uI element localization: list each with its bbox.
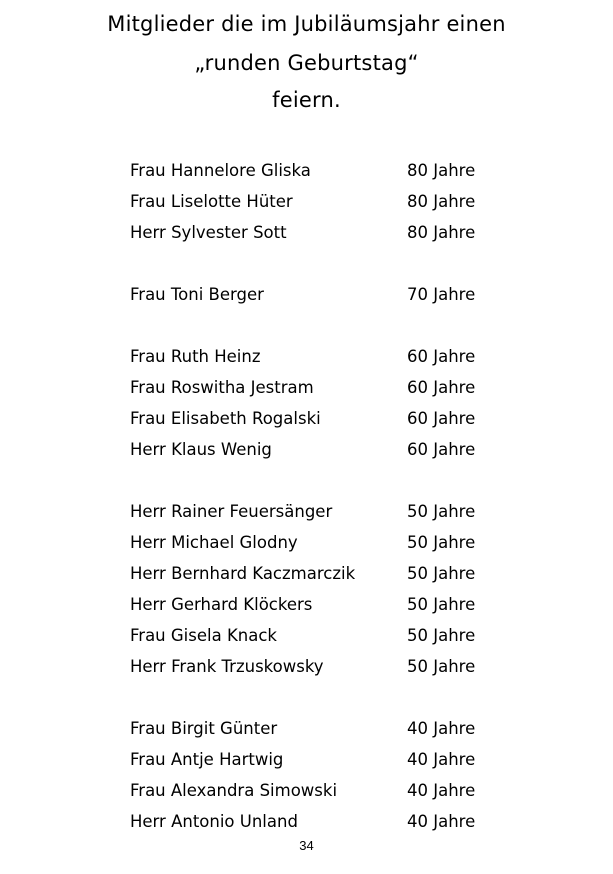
group-40 [130,716,490,840]
member-name: Frau Gisela Knack [130,626,277,645]
group-50 [130,499,490,685]
member-name: Herr Rainer Feuersänger [130,502,333,521]
list-item [130,530,490,561]
list-item [130,437,490,468]
member-age: 50 Jahre [407,595,476,614]
member-age: 60 Jahre [407,378,476,397]
member-name: Frau Liselotte Hüter [130,192,293,211]
member-age: 60 Jahre [407,347,476,366]
group-70 [130,282,490,313]
member-age: 40 Jahre [407,750,476,769]
list-item [130,654,490,685]
member-name: Frau Hannelore Gliska [130,161,311,180]
member-name: Frau Alexandra Simowski [130,781,338,800]
heading-line-2: „runden Geburtstag“ [194,51,419,75]
group-60 [130,344,490,468]
list-item [130,592,490,623]
list-item [130,499,490,530]
list-item [130,561,490,592]
member-age: 40 Jahre [407,812,476,831]
member-age: 50 Jahre [407,626,476,645]
list-item [130,344,490,375]
member-name: Herr Bernhard Kaczmarczik [130,564,356,583]
heading-line-3: feiern. [272,88,341,112]
member-name: Frau Roswitha Jestram [130,378,314,397]
list-item [130,282,490,313]
list-item [130,623,490,654]
member-name: Herr Antonio Unland [130,812,298,831]
member-age: 80 Jahre [407,161,476,180]
member-age: 80 Jahre [407,223,476,242]
list-item [130,375,490,406]
member-age: 50 Jahre [407,657,476,676]
group-80 [130,158,490,251]
list-item [130,747,490,778]
member-name: Herr Klaus Wenig [130,440,272,459]
list-item [130,809,490,840]
member-name: Herr Gerhard Klöckers [130,595,313,614]
member-age: 40 Jahre [407,719,476,738]
member-age: 70 Jahre [407,285,476,304]
member-age: 60 Jahre [407,409,476,428]
member-name: Frau Birgit Günter [130,719,278,738]
member-name: Frau Ruth Heinz [130,347,261,366]
member-age: 50 Jahre [407,502,476,521]
member-age: 50 Jahre [407,533,476,552]
birthday-list [130,158,490,871]
member-name: Frau Toni Berger [130,285,264,304]
list-item [130,406,490,437]
member-age: 80 Jahre [407,192,476,211]
member-age: 40 Jahre [407,781,476,800]
member-age: 50 Jahre [407,564,476,583]
member-name: Herr Sylvester Sott [130,223,287,242]
member-name: Frau Antje Hartwig [130,750,284,769]
member-name: Herr Frank Trzuskowsky [130,657,324,676]
page-number: 34 [299,838,314,853]
member-name: Herr Michael Glodny [130,533,298,552]
list-item [130,189,490,220]
list-item [130,158,490,189]
list-item [130,778,490,809]
member-name: Frau Elisabeth Rogalski [130,409,321,428]
heading-line-1: Mitglieder die im Jubiläumsjahr einen [107,12,506,36]
member-age: 60 Jahre [407,440,476,459]
list-item [130,716,490,747]
list-item [130,220,490,251]
